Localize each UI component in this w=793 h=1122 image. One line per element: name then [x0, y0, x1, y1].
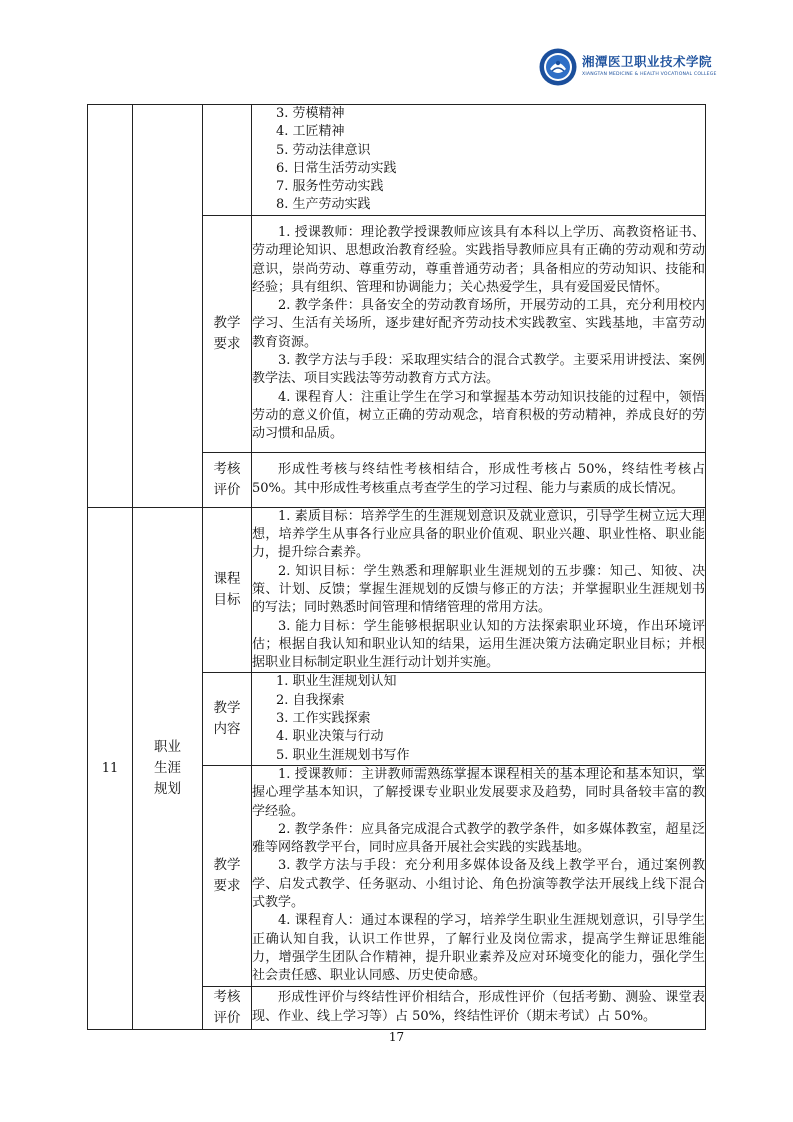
list-item: 4. 工匠精神 — [276, 124, 345, 140]
content-cell — [252, 673, 706, 765]
requirements-cell — [252, 765, 706, 986]
list-item: 3. 工作实践探索 — [276, 711, 371, 727]
requirement-paragraph: 2. 教学条件：具备安全的劳动教育场所，开展劳动的工具，充分利用校内学习、生活有关场所，逐步建好配齐劳动技术实践教室、实践基地，丰富劳动教育资源。 — [252, 298, 705, 350]
list-item: 8. 生产劳动实践 — [276, 197, 371, 213]
list-item: 6. 日常生活劳动实践 — [276, 160, 397, 176]
goal-paragraph: 1. 素质目标：培养学生的生涯规划意识及就业意识，引导学生树立远大理想，培养学生从事各行业应具备的职业价值观、职业兴趣、职业性格、职业能力，提升综合素养。 — [252, 508, 705, 561]
college-logo — [538, 46, 743, 88]
goals-cell — [252, 507, 706, 673]
goal-paragraph: 3. 能力目标：学生能够根据职业认知的方法探索职业环境，作出环境评估；根据自我认知和职业认知的结果，运用生涯决策方法确定职业目标；并根据职业目标制定职业生涯行动计划并实施。 — [252, 618, 705, 671]
prev-content-label-cell — [203, 105, 252, 216]
table-row — [88, 507, 706, 673]
requirement-paragraph: 1. 授课教师：理论教学授课教师应该具有本科以上学历、高教资格证书、劳动理论知识、思想政治教育经验。实践指导教师应具有正确的劳动观和劳动意识，崇尚劳动、尊重劳动，尊重普通劳动者；具备相应的劳动知识、技能和经验；具有组织、管理和协调能力；关心热爱学生，具有爱国爱民情怀。 — [252, 225, 705, 295]
page-number: 17 — [388, 1030, 405, 1044]
goals-label: 课程 目标 — [203, 507, 252, 673]
logo-english-name: XIANGTAN MEDICINE & HEALTH VOCATIONAL COLLEGE — [582, 71, 717, 77]
requirement-paragraph: 3. 教学方法与手段：充分利用多媒体设备及线上教学平台，通过案例教学、启发式教学、任务驱动、小组讨论、角色扮演等教学法开展线上线下混合式教学。 — [252, 858, 705, 911]
curriculum-table — [87, 104, 706, 1030]
logo-chinese-name: 湘潭医卫职业技术学院 — [582, 54, 713, 70]
list-item: 7. 服务性劳动实践 — [276, 179, 384, 195]
list-item: 3. 劳模精神 — [276, 106, 345, 121]
requirements-label: 教学 要求 — [203, 765, 252, 986]
assessment-cell — [252, 986, 706, 1029]
assessment-cell — [252, 452, 706, 507]
requirement-paragraph: 4. 课程育人：注重让学生在学习和掌握基本劳动知识技能的过程中，领悟劳动的意义价值，树立正确的劳动观念，培育积极的劳动精神，养成良好的劳动习惯和品质。 — [252, 389, 705, 442]
list-item: 1. 职业生涯规划认知 — [276, 674, 397, 690]
assessment-label: 考核 评价 — [203, 452, 252, 507]
requirement-paragraph: 3. 教学方法与手段：采取理实结合的混合式教学。主要采用讲授法、案例教学法、项目实践法等劳动教育方式方法。 — [252, 353, 705, 387]
prev-course-name-cell — [133, 105, 203, 508]
table-row — [88, 105, 706, 216]
list-item: 2. 自我探索 — [276, 692, 345, 708]
course-name: 职业 生涯 规划 — [133, 507, 203, 1029]
requirements-cell — [252, 215, 706, 452]
prev-course-number-cell — [88, 105, 133, 508]
list-item: 5. 劳动法律意识 — [276, 142, 371, 158]
list-item: 5. 职业生涯规划书写作 — [276, 747, 410, 763]
assessment-text: 形成性评价与终结性评价相结合，形成性评价（包括考勤、测验、课堂表现、作业、线上学习等）占 50%，终结性评价（期末考试）占 50%。 — [252, 990, 705, 1024]
goal-paragraph: 2. 知识目标：学生熟悉和理解职业生涯规划的五步骤：知己、知彼、决策、计划、反馈；掌握生涯规划的反馈与修正的方法；并掌握职业生涯规划书的写法；同时熟悉时间管理和情绪管理的常用方法。 — [252, 563, 705, 616]
requirement-paragraph: 2. 教学条件：应具备完成混合式教学的教学条件，如多媒体教室，超星泛雅等网络教学平台，同时应具备开展社会实践的实践基地。 — [252, 821, 705, 856]
content-label: 教学 内容 — [203, 673, 252, 765]
requirement-paragraph: 4. 课程育人：通过本课程的学习，培养学生职业生涯规划意识，引导学生正确认知自我，认识工作世界，了解行业及岗位需求，提高学生辩证思维能力，增强学生团队合作精神，提升职业素养及应对环境变化的能力，强化学生社会责任感、职业认同感、历史使命感。 — [252, 913, 705, 984]
assessment-label: 考核 评价 — [203, 986, 252, 1029]
requirement-paragraph: 1. 授课教师：主讲教师需熟练掌握本课程相关的基本理论和基本知识，掌握心理学基本知识，了解授课专业职业发展要求及趋势，同时具备较丰富的教学经验。 — [252, 766, 705, 819]
list-item: 4. 职业决策与行动 — [276, 729, 384, 745]
assessment-text: 形成性考核与终结性考核相结合，形成性考核占 50%，终结性考核占 50%。其中形成性考核重点考查学生的学习过程、能力与素质的成长情况。 — [252, 462, 705, 496]
requirements-label: 教学 要求 — [203, 215, 252, 452]
college-emblem-icon — [538, 47, 578, 87]
prev-content-cell — [252, 105, 706, 216]
course-number: 11 — [88, 507, 133, 1029]
